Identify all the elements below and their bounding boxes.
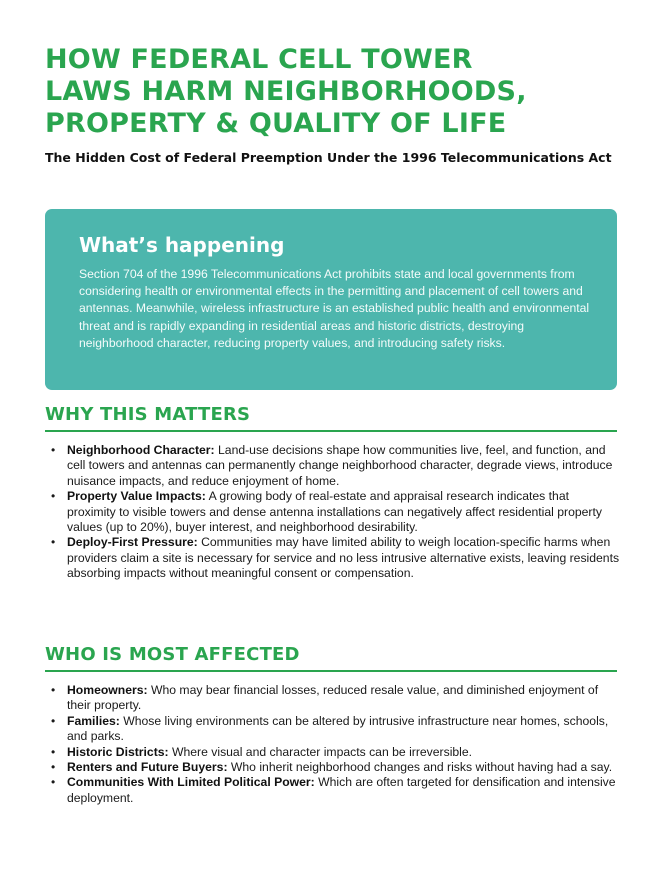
- item-lead: Neighborhood Character:: [67, 443, 215, 457]
- item-text: Whose living environments can be altered by intrusive infrastructure near homes, schools, and parks.: [67, 713, 609, 744]
- title-line-3: PROPERTY & QUALITY OF LIFE: [45, 108, 507, 139]
- item-lead: Historic Districts:: [67, 744, 169, 759]
- bullet-icon: •: [51, 760, 56, 775]
- document-title: [45, 44, 645, 140]
- bullet-icon: •: [51, 713, 56, 728]
- list-item: [45, 443, 620, 489]
- list-item: [45, 489, 620, 535]
- item-lead: Renters and Future Buyers:: [67, 760, 228, 775]
- bullet-icon: •: [51, 489, 56, 504]
- list-item: [45, 535, 620, 581]
- bullet-icon: •: [51, 683, 56, 697]
- section-heading-who-is-most-affected: WHO IS MOST AFFECTED: [45, 644, 300, 665]
- item-text: Which are often targeted for densification and intensive deployment.: [67, 775, 616, 805]
- list-item: [45, 714, 620, 745]
- item-lead: Families:: [67, 713, 120, 728]
- callout-body: Section 704 of the 1996 Telecommunications Act prohibits state and local governments from considering health or environmental effects in the permitting and placement of cell towers and antennas. Meanwhile, wireless infrastructure is an established public health and environmental threat and is rapidly expanding in residential areas and historic districts, destroying neighborhood character, reducing property values, and introducing safety risks.: [79, 267, 590, 350]
- whats-happening-callout: [45, 209, 617, 390]
- item-text: Communities may have limited ability to weigh location-specific harms when providers claim a site is necessary for service and no less intrusive alternative exists, leaving residents absorbing impacts without meaningful consent or compensation.: [67, 535, 620, 581]
- item-lead: Property Value Impacts:: [67, 489, 206, 504]
- item-lead: Deploy-First Pressure:: [67, 535, 198, 550]
- item-text: Who may bear financial losses, reduced resale value, and diminished enjoyment of their property.: [67, 683, 599, 713]
- section-divider: [45, 670, 617, 672]
- item-lead: Homeowners:: [67, 683, 148, 697]
- callout-heading: What’s happening: [79, 233, 285, 257]
- list-item: [45, 760, 620, 775]
- item-text: Who inherit neighborhood changes and risks without having had a say.: [227, 760, 613, 775]
- who-is-most-affected-list: [45, 683, 620, 806]
- list-item: [45, 683, 620, 714]
- document-subtitle: The Hidden Cost of Federal Preemption Under the 1996 Telecommunications Act: [45, 150, 612, 165]
- bullet-icon: •: [51, 535, 56, 550]
- item-lead: Communities With Limited Political Power:: [67, 775, 315, 790]
- item-text: A growing body of real-estate and appraisal research indicates that proximity to visible towers and dense antenna installations can negatively affect residential property values (up to 20%), buyer interest, and neighborhood desirability.: [67, 489, 602, 535]
- list-item: [45, 775, 620, 806]
- bullet-icon: •: [51, 443, 56, 457]
- section-divider: [45, 430, 617, 432]
- bullet-icon: •: [51, 744, 56, 759]
- item-text: Where visual and character impacts can be irreversible.: [168, 744, 473, 759]
- list-item: [45, 745, 620, 760]
- title-line-1: HOW FEDERAL CELL TOWER: [45, 44, 473, 75]
- why-this-matters-list: [45, 443, 620, 582]
- section-heading-why-this-matters: WHY THIS MATTERS: [45, 404, 251, 425]
- title-line-2: LAWS HARM NEIGHBORHOODS,: [45, 76, 527, 107]
- bullet-icon: •: [51, 775, 56, 790]
- item-text: Land-use decisions shape how communities live, feel, and function, and cell towers and antennas can permanently change neighborhood character, degrade views, introduce nuisance impacts, and reduce enjoyment of home.: [67, 443, 613, 488]
